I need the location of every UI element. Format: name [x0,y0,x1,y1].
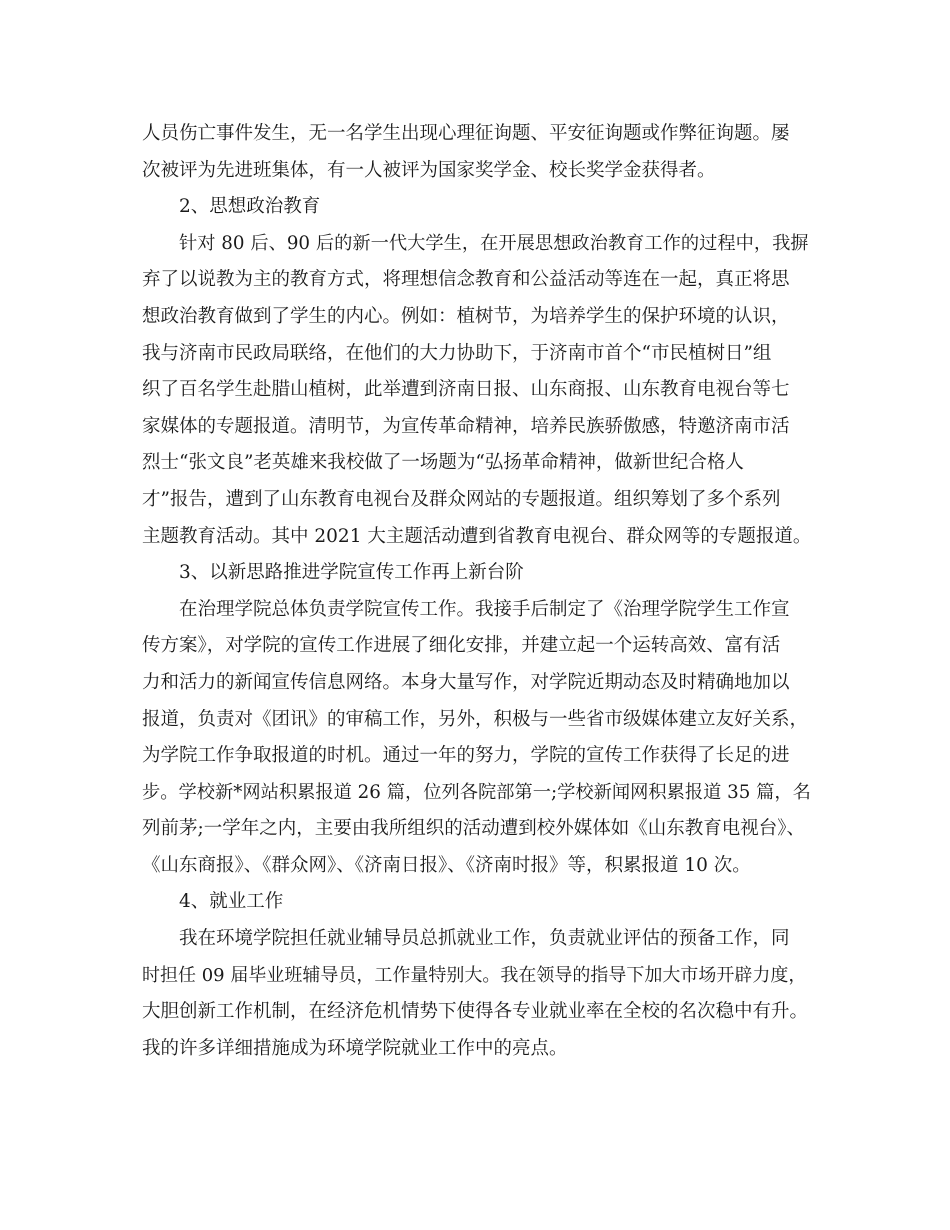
text-line: 才”报告，遭到了山东教育电视台及群众网站的专题报道。组织筹划了多个系列 [142,488,781,510]
body-text [142,116,812,1067]
text-line: 力和活力的新闻宣传信息网络。本身大量写作，对学院近期动态及时精确地加以 [142,671,790,693]
paragraph-first-line: 在治理学院总体负责学院宣传工作。我接手后制定了《治理学院学生工作宣 [179,598,790,620]
paragraph-first-line: 我在环境学院担任就业辅导员总抓就业工作，负责就业评估的预备工作，同 [179,928,790,950]
text-line: 《山东商报》、《群众网》、《济南日报》、《济南时报》等，积累报道 10 次。 [142,854,751,876]
paragraph-first-line: 3、以新思路推进学院宣传工作再上新台阶 [179,562,524,584]
text-line: 报道，负责对《团讯》的审稿工作，另外，积极与一些省市级媒体建立友好关系， [142,708,809,730]
paragraph-first-line: 2、思想政治教育 [179,196,321,218]
paragraph-first-line: 4、就业工作 [179,891,284,913]
paragraph-first-line: 针对 80 后、90 后的新一代大学生，在开展思想政治教育工作的过程中，我摒 [179,232,809,254]
text-line: 列前茅;一学年之内，主要由我所组织的活动遭到校外媒体如《山东教育电视台》、 [142,818,805,840]
text-line: 为学院工作争取报道的时机。通过一年的努力，学院的宣传工作获得了长足的进 [142,745,790,767]
text-line: 我与济南市民政局联络，在他们的大力协助下，于济南市首个“市民植树日”组 [142,342,772,364]
text-line: 时担任 09 届毕业班辅导员，工作量特别大。我在领导的指导下加大市场开辟力度， [142,964,807,986]
text-line: 人员伤亡事件发生，无一名学生出现心理征询题、平安征询题或作弊征询题。屡 [142,123,790,144]
text-line: 我的许多详细措施成为环境学院就业工作中的亮点。 [142,1037,568,1059]
text-line: 主题教育活动。其中 2021 大主题活动遭到省教育电视台、群众网等的专题报道。 [142,525,812,547]
text-line: 步。学校新*网站积累报道 26 篇，位列各院部第一;学校新闻网积累报道 35 篇，名 [142,781,811,803]
text-line: 次被评为先进班集体，有一人被评为国家奖学金、校长奖学金获得者。 [142,159,716,181]
text-line: 织了百名学生赴腊山植树，此举遭到济南日报、山东商报、山东教育电视台等七 [142,379,790,401]
text-line: 想政治教育做到了学生的内心。例如：植树节，为培养学生的保护环境的认识， [142,305,790,327]
text-line: 大胆创新工作机制，在经济危机情势下使得各专业就业率在全校的名次稳中有升。 [142,1001,809,1023]
text-line: 传方案》，对学院的宣传工作进展了细化安排，并建立起一个运转高效、富有活 [142,635,781,657]
text-line: 家媒体的专题报道。清明节，为宣传革命精神，培养民族骄傲感，特邀济南市活 [142,415,790,437]
text-line: 烈士“张文良”老英雄来我校做了一场题为“弘扬革命精神，做新世纪合格人 [142,452,744,474]
text-line: 弃了以说教为主的教育方式，将理想信念教育和公益活动等连在一起，真正将思 [142,269,790,291]
